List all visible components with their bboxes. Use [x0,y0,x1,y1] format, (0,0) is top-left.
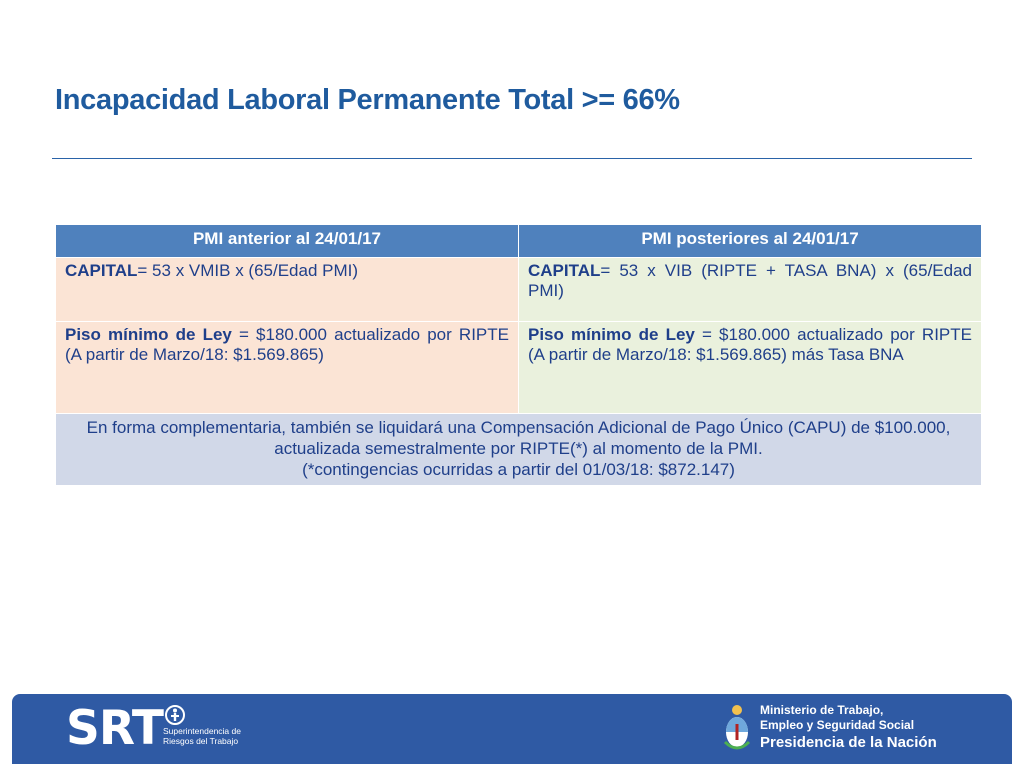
table-header-row [56,225,982,258]
piso-text: = $180.000 actualizado por RIPTE (A partir de Marzo/18: $1.569.865) [65,325,509,364]
piso-text: = $180.000 actualizado por RIPTE (A partir de Marzo/18: $1.569.865) más Tasa BNA [528,325,972,364]
capu-footnote: (*contingencias ocurridas a partir del 01/03/18: $872.147) [302,460,735,479]
cell-capital-posteriores [519,258,982,322]
header-pmi-posteriores: PMI posteriores al 24/01/17 [519,225,982,258]
table-row-capital [56,258,982,322]
srt-subtitle-line-1: Superintendencia de [163,726,241,736]
piso-label: Piso mínimo de Ley [528,325,695,344]
capital-label: CAPITAL [528,261,601,280]
ministry-text [760,703,937,753]
footer-bar [12,694,1012,764]
ministry-logo [722,700,1002,758]
srt-subtitle-line-2: Riesgos del Trabajo [163,736,239,746]
ministry-line-2: Empleo y Seguridad Social [760,718,915,732]
capu-text: En forma complementaria, también se liquidará una Compensación Adicional de Pago Único (CAPU) de $100.000, actualizada semestralmente por RIPTE(*) al momento de la PMI. [86,418,951,458]
cross-circle-icon [164,704,186,726]
capital-formula: = 53 x VIB (RIPTE + TASA BNA) x (65/Edad PMI) [528,261,972,300]
pmi-comparison-table [55,224,982,486]
cell-piso-anterior [56,322,519,414]
capital-label: CAPITAL [65,261,138,280]
header-pmi-anterior: PMI anterior al 24/01/17 [56,225,519,258]
national-crest-icon [722,702,752,756]
cell-piso-posteriores [519,322,982,414]
capital-formula: = 53 x VMIB x (65/Edad PMI) [137,261,359,280]
title-divider [52,158,972,159]
ministry-line-1: Ministerio de Trabajo, [760,703,884,717]
table-row-piso-minimo [56,322,982,414]
cell-capu-note [56,414,982,486]
ministry-line-3: Presidencia de la Nación [760,734,937,751]
piso-label: Piso mínimo de Ley [65,325,232,344]
slide-title: Incapacidad Laboral Permanente Total >= 66% [55,84,680,116]
table-row-capu [56,414,982,486]
srt-logo-letters: SRT [66,701,163,756]
cell-capital-anterior [56,258,519,322]
srt-subtitle [163,726,273,746]
